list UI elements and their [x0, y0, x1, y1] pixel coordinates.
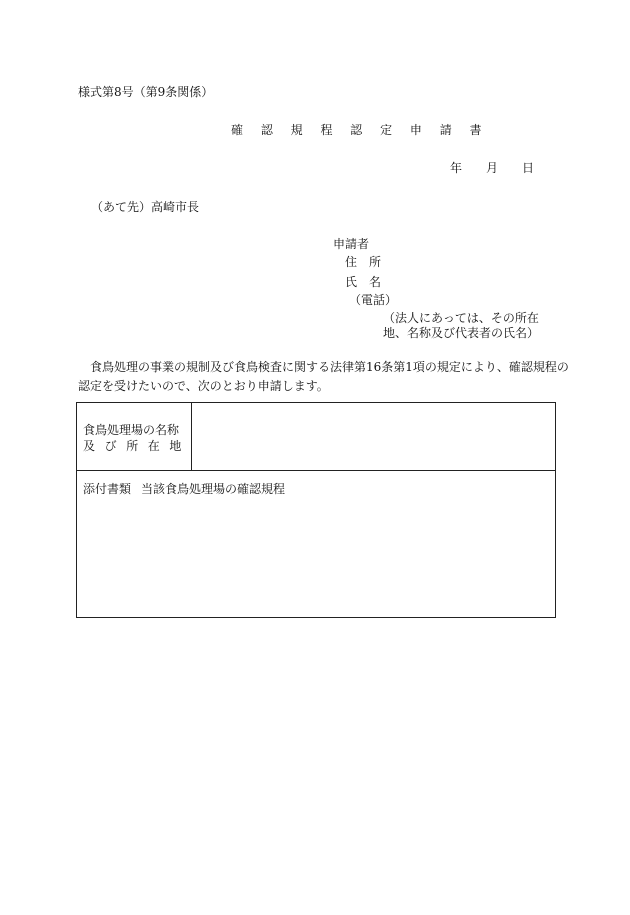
address-label: 住 所	[345, 255, 382, 269]
form-number: 様式第8号（第9条関係）	[78, 85, 214, 99]
facility-row	[77, 403, 555, 471]
corporate-note-line-1: （法人にあっては、その所在	[383, 311, 539, 325]
name-label: 氏 名	[345, 275, 382, 289]
date-year-label: 年	[450, 161, 463, 175]
application-table	[76, 402, 556, 618]
date-month-label: 月	[486, 161, 499, 175]
facility-label-cell	[77, 403, 192, 470]
attachments-value: 当該食鳥処理場の確認規程	[141, 482, 286, 496]
body-text-line-1: 食鳥処理の事業の規制及び食鳥検査に関する法律第16条第1項の規定により、確認規程の	[90, 360, 569, 374]
document-title: 確 認 規 程 認 定 申 請 書	[231, 123, 489, 137]
facility-value-field[interactable]	[192, 403, 555, 470]
body-text-line-2: 認定を受けたいので、次のとおり申請します。	[78, 379, 329, 393]
phone-label: （電話）	[349, 293, 398, 307]
facility-label-line-1: 食鳥処理場の名称	[83, 423, 180, 437]
attachments-label: 添付書類	[83, 482, 132, 496]
addressee: （あて先）高崎市長	[91, 200, 200, 214]
applicant-label: 申請者	[333, 237, 370, 251]
facility-label-line-2: 及び所在地	[83, 439, 192, 453]
corporate-note-line-2: 地、名称及び代表者の氏名）	[383, 326, 540, 340]
date-day-label: 日	[522, 161, 535, 175]
